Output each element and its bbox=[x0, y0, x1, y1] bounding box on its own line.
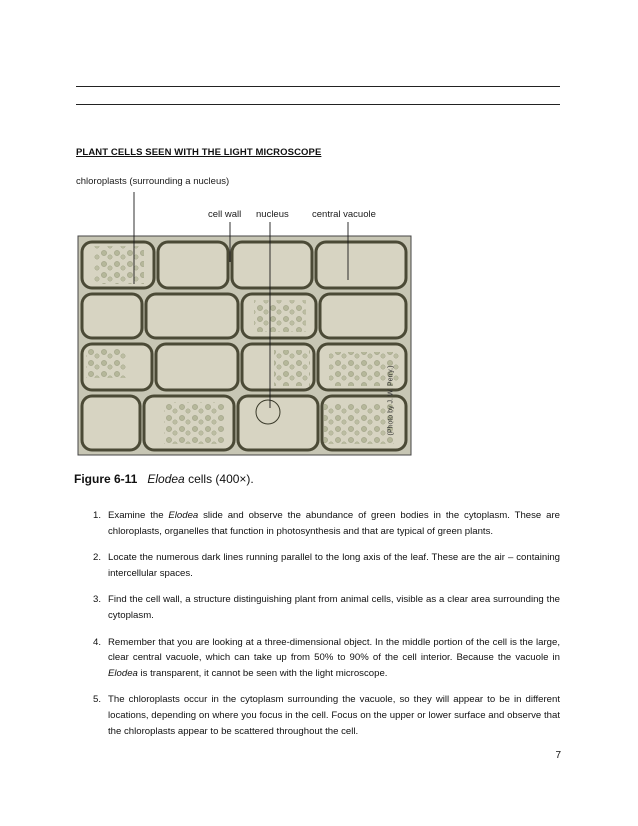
answer-line-1 bbox=[76, 86, 560, 87]
section-heading: PLANT CELLS SEEN WITH THE LIGHT MICROSCOPE bbox=[76, 147, 322, 158]
caption-number: Figure 6-11 bbox=[74, 472, 138, 486]
label-chloroplasts: chloroplasts (surrounding a nucleus) bbox=[76, 176, 230, 187]
label-central-vacuole: central vacuole bbox=[312, 209, 376, 220]
list-item: 5. The chloroplasts occur in the cytoplasm surrounding the vacuole, so they will appear to be in different locations, depending on where you focus in the cell. Focus on the upper or lower surface and observe that the chloroplasts appear to be scattered throughout the cell. bbox=[93, 694, 560, 737]
answer-line-2 bbox=[76, 104, 560, 105]
caption-rest: cells (400×). bbox=[184, 472, 254, 486]
elodea-figure bbox=[74, 172, 414, 490]
list-item: 1. Examine the Elodea slide and observe the abundance of green bodies in the cytoplasm. These are chloroplasts, organelles that function in photosynthesis and that are typical of green plants. bbox=[93, 510, 560, 537]
caption-species: Elodea bbox=[147, 472, 185, 486]
instruction-list bbox=[76, 508, 560, 750]
list-item: 2. Locate the numerous dark lines running parallel to the long axis of the leaf. These are the air – containing intercellular spaces. bbox=[93, 552, 560, 579]
figure-caption bbox=[74, 472, 254, 486]
page-number: 7 bbox=[555, 750, 561, 761]
label-cell-wall: cell wall bbox=[208, 209, 242, 220]
list-item: 4. Remember that you are looking at a three-dimensional object. In the middle portion of the cell is the large, clear central vacuole, which can take up from 50% to 90% of the cell interior. Because the vacuole in Elodea is transparent, it cannot be seen with the light microscope. bbox=[93, 636, 560, 679]
label-nucleus: nucleus bbox=[256, 209, 289, 220]
photo-credit: (Photo by J. W. Perry.) bbox=[387, 365, 395, 436]
list-item: 3. Find the cell wall, a structure distinguishing plant from animal cells, visible as a clear area surrounding the cytoplasm. bbox=[93, 594, 560, 621]
